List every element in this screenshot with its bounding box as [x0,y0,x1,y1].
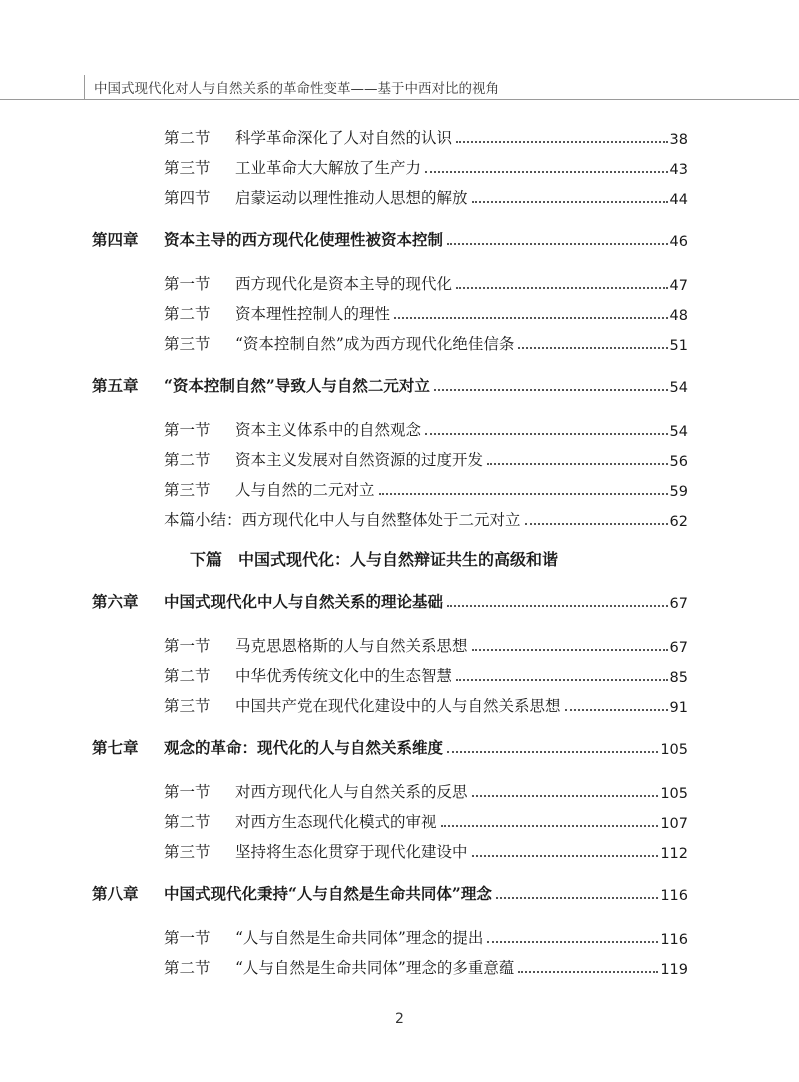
section-page: 107 [660,816,688,832]
section-title: 中国共产党在现代化建设中的人与自然关系思想 [235,697,561,715]
section-page: 56 [669,454,688,470]
chapter-page: 67 [669,596,688,612]
section-title: 西方现代化是资本主导的现代化 [235,275,453,293]
chapter-title: 中国式现代化秉持“人与自然是生命共同体”理念 [164,884,492,903]
running-header-title: 中国式现代化对人与自然关系的革命性变革——基于中西对比的视角 [94,81,499,97]
section-number: 第一节 [164,783,211,801]
dot-leader [456,287,668,289]
toc-section-row[interactable] [92,470,688,500]
chapter-number: 第五章 [92,376,139,395]
section-page: 67 [669,640,688,656]
toc-section-row[interactable] [92,440,688,470]
section-title: 对西方现代化人与自然关系的反思 [235,783,468,801]
section-page: 119 [660,962,688,978]
section-number: 第三节 [164,481,211,499]
section-title: 中华优秀传统文化中的生态智慧 [235,667,453,685]
section-number: 第二节 [164,129,211,147]
section-page: 51 [669,338,688,354]
section-number: 第一节 [164,929,211,947]
section-title: “人与自然是生命共同体”理念的多重意蕴 [235,959,515,977]
chapter-page: 46 [669,234,688,250]
toc-chapter-row[interactable] [92,366,688,396]
page-number: 2 [395,1011,404,1027]
toc-section-row[interactable] [92,918,688,948]
part-title[interactable]: 下篇 中国式现代化：人与自然辩证共生的高级和谐 [190,550,559,569]
toc-chapter-row[interactable] [92,582,688,612]
section-number: 第三节 [164,697,211,715]
section-page: 54 [669,424,688,440]
section-title: “资本控制自然”成为西方现代化绝佳信条 [235,335,515,353]
section-number: 第四节 [164,189,211,207]
toc-summary-row[interactable] [92,500,688,530]
dot-leader [487,463,668,465]
chapter-page: 105 [660,742,688,758]
toc-section-row[interactable] [92,264,688,294]
section-number: 第二节 [164,451,211,469]
toc-section-row[interactable] [92,410,688,440]
section-title: 启蒙运动以理性推动人思想的解放 [235,189,468,207]
section-number: 第三节 [164,159,211,177]
section-title: 人与自然的二元对立 [235,481,375,499]
section-number: 第二节 [164,305,211,323]
section-page: 43 [669,162,688,178]
section-title: 资本主义体系中的自然观念 [235,421,422,439]
dot-leader [525,523,668,525]
dot-leader [447,751,658,753]
section-number: 第一节 [164,637,211,655]
dot-leader [379,493,668,495]
dot-leader [487,941,658,943]
toc-section-row[interactable] [92,832,688,862]
section-page: 112 [660,846,688,862]
section-page: 116 [660,932,688,948]
toc-section-row[interactable] [92,802,688,832]
dot-leader [425,171,668,173]
section-number: 第三节 [164,843,211,861]
section-page: 44 [669,192,688,208]
dot-leader [441,825,659,827]
toc-section-row[interactable] [92,178,688,208]
toc-section-row[interactable] [92,772,688,802]
section-title: 科学革命深化了人对自然的认识 [235,129,453,147]
section-page: 91 [669,700,688,716]
chapter-title: 中国式现代化中人与自然关系的理论基础 [164,592,444,611]
toc-chapter-row[interactable] [92,874,688,904]
dot-leader [447,243,668,245]
section-title: 对西方生态现代化模式的审视 [235,813,437,831]
toc-section-row[interactable] [92,118,688,148]
dot-leader [472,855,659,857]
chapter-number: 第四章 [92,230,139,249]
section-page: 47 [669,278,688,294]
section-title: 工业革命大大解放了生产力 [235,159,422,177]
chapter-title: “资本控制自然”导致人与自然二元对立 [164,376,430,395]
toc-section-row[interactable] [92,294,688,324]
dot-leader [472,201,668,203]
toc-chapter-row[interactable] [92,220,688,250]
section-title: 坚持将生态化贯穿于现代化建设中 [235,843,468,861]
dot-leader [472,649,668,651]
toc-section-row[interactable] [92,686,688,716]
table-of-contents [92,118,688,978]
header-rule [0,99,799,100]
section-number: 第三节 [164,335,211,353]
section-title: “人与自然是生命共同体”理念的提出 [235,929,484,947]
section-number: 第二节 [164,813,211,831]
chapter-number: 第八章 [92,884,139,903]
toc-chapter-row[interactable] [92,728,688,758]
dot-leader [434,389,668,391]
toc-section-row[interactable] [92,626,688,656]
section-title: 资本主义发展对自然资源的过度开发 [235,451,484,469]
chapter-number: 第六章 [92,592,139,611]
dot-leader [472,795,659,797]
header-tick [84,75,85,99]
chapter-title: 资本主导的西方现代化使理性被资本控制 [164,230,444,249]
summary-page: 62 [669,514,688,530]
section-page: 59 [669,484,688,500]
chapter-title: 观念的革命：现代化的人与自然关系维度 [164,738,444,757]
section-page: 85 [669,670,688,686]
dot-leader [565,709,668,711]
section-title: 资本理性控制人的理性 [235,305,391,323]
dot-leader [394,317,668,319]
chapter-number: 第七章 [92,738,139,757]
toc-section-row[interactable] [92,948,688,978]
section-number: 第二节 [164,959,211,977]
dot-leader [425,433,668,435]
section-page: 48 [669,308,688,324]
toc-section-row[interactable] [92,148,688,178]
dot-leader [518,971,658,973]
chapter-page: 116 [660,888,688,904]
section-page: 105 [660,786,688,802]
dot-leader [456,679,668,681]
section-page: 38 [669,132,688,148]
section-title: 马克思恩格斯的人与自然关系思想 [235,637,468,655]
summary-title: 本篇小结：西方现代化中人与自然整体处于二元对立 [164,511,521,529]
dot-leader [518,347,667,349]
section-number: 第一节 [164,275,211,293]
chapter-page: 54 [669,380,688,396]
toc-section-row[interactable] [92,656,688,686]
dot-leader [456,141,668,143]
toc-section-row[interactable] [92,324,688,354]
dot-leader [496,897,658,899]
section-number: 第一节 [164,421,211,439]
section-number: 第二节 [164,667,211,685]
dot-leader [447,605,668,607]
